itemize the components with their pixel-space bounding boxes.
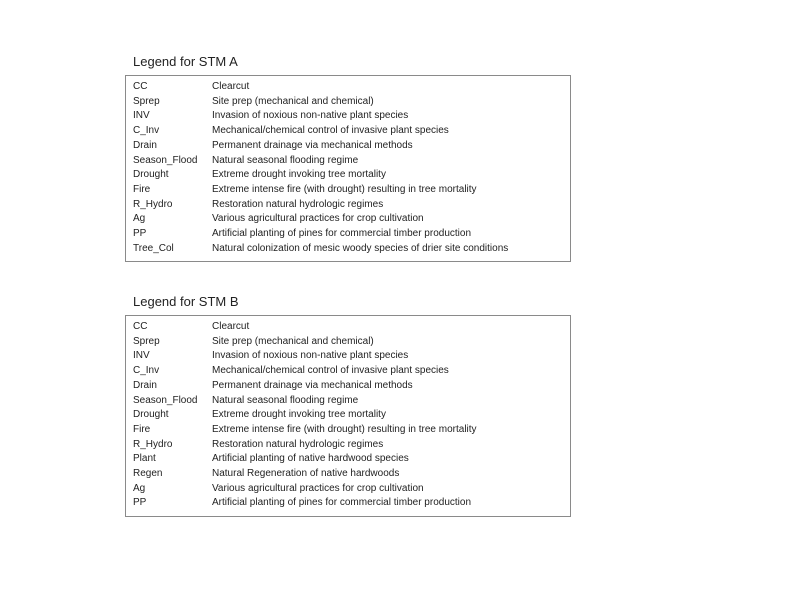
legend-description: Natural seasonal flooding regime [212, 394, 359, 406]
legend-code: Drought [133, 169, 169, 181]
legend-row [126, 349, 570, 364]
legend-code: Ag [133, 213, 146, 225]
legend-title-stm-b: Legend for STM B [133, 294, 239, 309]
legend-row [126, 154, 570, 169]
legend-row [126, 212, 570, 227]
legend-description: Various agricultural practices for crop cultivation [212, 213, 424, 225]
legend-code: Ag [133, 482, 146, 494]
legend-description: Restoration natural hydrologic regimes [212, 198, 384, 210]
legend-row [126, 242, 570, 257]
legend-row [126, 438, 570, 453]
legend-description: Natural seasonal flooding regime [212, 154, 359, 166]
legend-description: Mechanical/chemical control of invasive plant species [212, 365, 449, 377]
legend-description: Site prep (mechanical and chemical) [212, 95, 374, 107]
legend-code: Fire [133, 183, 151, 195]
legend-code: PP [133, 228, 147, 240]
legend-code: Sprep [133, 335, 160, 347]
legend-table-stm-b [125, 315, 571, 517]
legend-row [126, 423, 570, 438]
legend-code: Regen [133, 468, 163, 480]
legend-description: Natural Regeneration of native hardwoods [212, 468, 400, 480]
legend-description: Various agricultural practices for crop cultivation [212, 482, 424, 494]
legend-description: Invasion of noxious non-native plant species [212, 110, 409, 122]
legend-description: Invasion of noxious non-native plant species [212, 350, 409, 362]
legend-row [126, 335, 570, 350]
legend-code: INV [133, 350, 150, 362]
legend-description: Extreme intense fire (with drought) resulting in tree mortality [212, 183, 477, 195]
legend-row [126, 394, 570, 409]
legend-section-stm-a [125, 54, 571, 262]
legend-description: Site prep (mechanical and chemical) [212, 335, 374, 347]
legend-row [126, 95, 570, 110]
legend-code: Season_Flood [133, 154, 198, 166]
legend-description: Restoration natural hydrologic regimes [212, 438, 384, 450]
legend-code: C_Inv [133, 125, 160, 137]
legend-code: Drain [133, 139, 157, 151]
legend-code: CC [133, 321, 148, 332]
legend-row [126, 496, 570, 511]
legend-description: Extreme drought invoking tree mortality [212, 409, 386, 421]
legend-section-stm-b [125, 294, 571, 517]
legend-description: Artificial planting of native hardwood species [212, 453, 409, 465]
legend-description: Clearcut [212, 81, 250, 92]
legend-row [126, 320, 570, 335]
legend-code: Plant [133, 453, 156, 465]
legend-row [126, 139, 570, 154]
legend-description: Artificial planting of pines for commercial timber production [212, 228, 471, 240]
legend-code: R_Hydro [133, 438, 173, 450]
legend-row [126, 198, 570, 213]
legend-row [126, 482, 570, 497]
legend-description: Permanent drainage via mechanical methods [212, 139, 413, 151]
legend-description: Permanent drainage via mechanical methods [212, 379, 413, 391]
legend-description: Extreme intense fire (with drought) resulting in tree mortality [212, 423, 477, 435]
legend-code: CC [133, 81, 148, 92]
legend-code: Drain [133, 379, 157, 391]
legend-description: Extreme drought invoking tree mortality [212, 169, 386, 181]
legend-row [126, 80, 570, 95]
legend-row [126, 379, 570, 394]
legend-code: Sprep [133, 95, 160, 107]
legend-row [126, 227, 570, 242]
legend-description: Natural colonization of mesic woody species of drier site conditions [212, 242, 509, 254]
legend-description: Mechanical/chemical control of invasive plant species [212, 125, 449, 137]
legend-description: Artificial planting of pines for commercial timber production [212, 497, 471, 509]
legend-code: Fire [133, 423, 151, 435]
legend-row [126, 168, 570, 183]
legend-row [126, 467, 570, 482]
legend-code: PP [133, 497, 147, 509]
legend-row [126, 109, 570, 124]
legend-row [126, 124, 570, 139]
legend-code: Season_Flood [133, 394, 198, 406]
legend-code: Tree_Col [133, 242, 174, 254]
legend-code: R_Hydro [133, 198, 173, 210]
legend-description: Clearcut [212, 321, 250, 332]
legend-row [126, 183, 570, 198]
legend-code: INV [133, 110, 150, 122]
legend-code: C_Inv [133, 365, 160, 377]
legend-table-stm-a [125, 75, 571, 262]
legend-title-stm-a: Legend for STM A [133, 54, 238, 69]
legend-row [126, 408, 570, 423]
legend-code: Drought [133, 409, 169, 421]
legend-row [126, 364, 570, 379]
legend-row [126, 452, 570, 467]
